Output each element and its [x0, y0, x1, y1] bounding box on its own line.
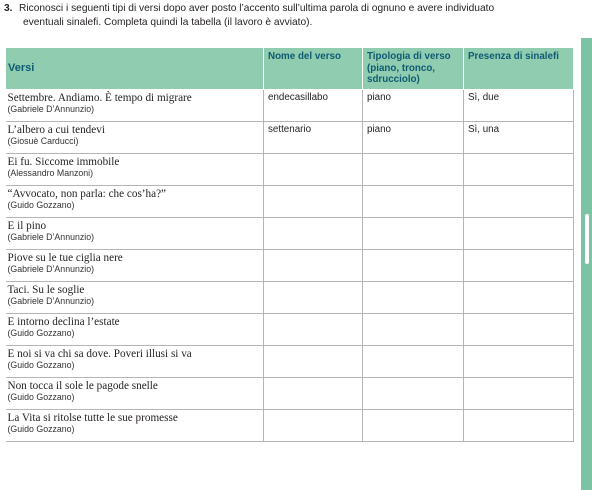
- author-text: (Guido Gozzano): [7, 359, 75, 370]
- instructions-line-2: eventuali sinalefi. Completa quindi la tabella (il lavoro è avviato).: [23, 16, 313, 28]
- verse-cell: [6, 409, 264, 441]
- table-row: [6, 217, 574, 249]
- nome-verso-cell[interactable]: [264, 185, 363, 217]
- tipologia-cell[interactable]: [363, 121, 464, 153]
- verse-cell: [6, 377, 264, 409]
- tipologia-cell[interactable]: [363, 249, 464, 281]
- tipologia-cell[interactable]: [363, 281, 464, 313]
- sinalefi-cell[interactable]: [464, 217, 574, 249]
- sinalefi-cell[interactable]: [464, 153, 574, 185]
- header-sinalefi: Presenza di sinalefi: [464, 48, 574, 90]
- tipologia-cell[interactable]: [363, 153, 464, 185]
- sinalefi-cell[interactable]: [464, 281, 574, 313]
- author-text: (Guido Gozzano): [7, 327, 75, 338]
- sinalefi-cell-value: Sì, due: [468, 91, 500, 103]
- nome-verso-cell[interactable]: [264, 281, 363, 313]
- verse-text: Settembre. Andiamo. È tempo di migrare: [7, 91, 192, 104]
- author-text: (Gabriele D’Annunzio): [7, 263, 95, 274]
- table-row: [6, 409, 574, 441]
- nome-verso-cell-value: settenario: [268, 123, 312, 135]
- table-header-row: [6, 48, 574, 90]
- verse-text: Taci. Su le soglie: [7, 283, 85, 296]
- author-text: (Gabriele D’Annunzio): [7, 231, 95, 242]
- exercise-number: 3.: [4, 3, 13, 14]
- sinalefi-cell[interactable]: [464, 121, 574, 153]
- nome-verso-cell[interactable]: [264, 153, 363, 185]
- sinalefi-cell[interactable]: [464, 89, 574, 121]
- verse-text: “Avvocato, non parla: che cos’ha?”: [7, 187, 167, 200]
- sinalefi-cell[interactable]: [464, 249, 574, 281]
- verse-cell: [6, 345, 264, 377]
- verse-text: L’albero a cui tendevi: [7, 123, 105, 136]
- verse-text: Ei fu. Siccome immobile: [7, 155, 120, 168]
- nome-verso-cell-value: endecasillabo: [268, 91, 328, 103]
- verse-text: E noi si va chi sa dove. Poveri illusi si va: [7, 347, 192, 360]
- nome-verso-cell[interactable]: [264, 377, 363, 409]
- instructions-text-1: Riconosci i seguenti tipi di versi dopo aver posto l’accento sull’ultima parola di ognuno e avere individuato: [19, 3, 495, 14]
- header-tipologia: Tipologia di verso (piano, tronco, sdrucciolo): [363, 48, 464, 90]
- verse-text: Piove su le tue ciglia nere: [7, 251, 123, 264]
- sinalefi-cell[interactable]: [464, 377, 574, 409]
- verse-cell: [6, 281, 264, 313]
- verse-cell: [6, 217, 264, 249]
- author-text: (Gabriele D’Annunzio): [7, 295, 95, 306]
- table-row: [6, 281, 574, 313]
- tipologia-cell[interactable]: [363, 185, 464, 217]
- author-text: (Gabriele D’Annunzio): [7, 103, 95, 114]
- table-row: [6, 313, 574, 345]
- table-row: [6, 345, 574, 377]
- tipologia-cell[interactable]: [363, 89, 464, 121]
- verse-cell: [6, 185, 264, 217]
- tipologia-cell-value: piano: [367, 123, 391, 135]
- nome-verso-cell[interactable]: [264, 89, 363, 121]
- tipologia-cell[interactable]: [363, 345, 464, 377]
- header-versi: Versi: [6, 48, 264, 90]
- verse-cell: [6, 89, 264, 121]
- tipologia-cell[interactable]: [363, 377, 464, 409]
- verse-text: E il pino: [7, 219, 47, 232]
- sinalefi-cell[interactable]: [464, 345, 574, 377]
- table-row: [6, 89, 574, 121]
- author-text: (Giosuè Carducci): [7, 135, 79, 146]
- table-row: [6, 249, 574, 281]
- tipologia-cell[interactable]: [363, 313, 464, 345]
- author-text: (Guido Gozzano): [7, 199, 75, 210]
- table-row: [6, 121, 574, 153]
- instructions-line-1: [4, 2, 574, 16]
- author-text: (Guido Gozzano): [7, 423, 75, 434]
- nome-verso-cell[interactable]: [264, 409, 363, 441]
- exercise-instructions: [4, 2, 574, 29]
- verse-cell: [6, 313, 264, 345]
- nome-verso-cell[interactable]: [264, 217, 363, 249]
- author-text: (Guido Gozzano): [7, 391, 75, 402]
- side-tab-handle: [585, 214, 589, 264]
- verse-text: E intorno declina l’estate: [7, 315, 120, 328]
- sinalefi-cell[interactable]: [464, 185, 574, 217]
- table-row: [6, 185, 574, 217]
- verse-analysis-table: [5, 47, 574, 442]
- side-color-strip: [581, 38, 592, 490]
- tipologia-cell-value: piano: [367, 91, 391, 103]
- sinalefi-cell[interactable]: [464, 313, 574, 345]
- verse-cell: [6, 153, 264, 185]
- nome-verso-cell[interactable]: [264, 249, 363, 281]
- author-text: (Alessandro Manzoni): [7, 167, 94, 178]
- tipologia-cell[interactable]: [363, 409, 464, 441]
- nome-verso-cell[interactable]: [264, 121, 363, 153]
- verse-text: Non tocca il sole le pagode snelle: [7, 379, 158, 392]
- sinalefi-cell[interactable]: [464, 409, 574, 441]
- table-row: [6, 377, 574, 409]
- sinalefi-cell-value: Sì, una: [468, 123, 500, 135]
- verse-text: La Vita si ritolse tutte le sue promesse: [7, 411, 178, 424]
- verse-cell: [6, 121, 264, 153]
- table-row: [6, 153, 574, 185]
- header-nome-verso: Nome del verso: [264, 48, 363, 90]
- nome-verso-cell[interactable]: [264, 313, 363, 345]
- tipologia-cell[interactable]: [363, 217, 464, 249]
- verse-cell: [6, 249, 264, 281]
- nome-verso-cell[interactable]: [264, 345, 363, 377]
- table-body: [6, 89, 574, 441]
